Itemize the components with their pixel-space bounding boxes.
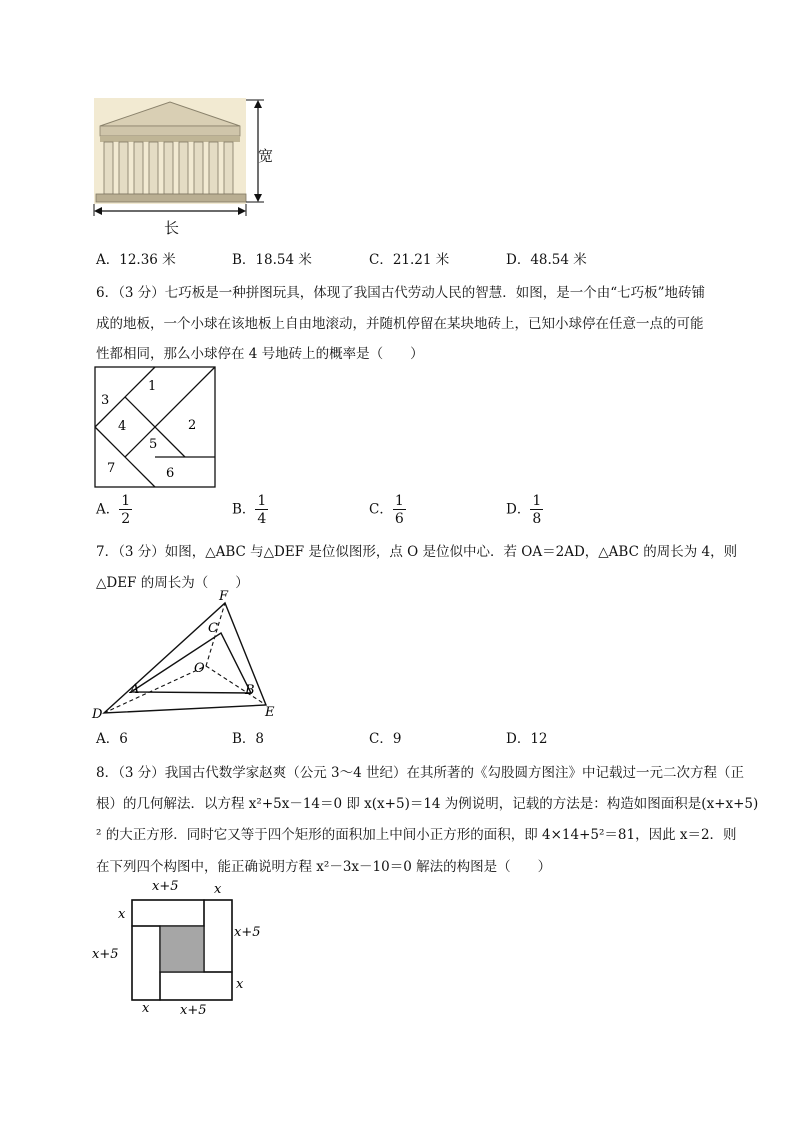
- q8-text-line4: 在下列四个构图中，能正确说明方程 x²－3x－10＝0 解法的构图是（ ）: [96, 859, 552, 875]
- label-left-x-plus-5: x+5: [92, 947, 119, 962]
- point-label-e: E: [265, 705, 275, 720]
- length-label: 长: [164, 219, 180, 237]
- q6-text-line1: 6．（3 分）七巧板是一种拼图玩具，体现了我国古代劳动人民的智慧．如图，是一个由“七巧板”地砖铺: [96, 285, 706, 301]
- q5-option-c[interactable]: C．21.21 米: [369, 252, 450, 268]
- tile-label-4: 4: [118, 419, 127, 434]
- point-label-a: A: [130, 682, 140, 697]
- point-label-b: B: [245, 683, 255, 698]
- q5-option-b[interactable]: B．18.54 米: [232, 252, 312, 268]
- zhao-shuang-figure: [90, 876, 280, 1020]
- q7-option-a[interactable]: A．6: [96, 731, 128, 747]
- point-label-f: F: [219, 590, 229, 604]
- tile-label-2: 2: [188, 418, 197, 433]
- width-label: 宽: [258, 147, 274, 165]
- q6-option-b[interactable]: B． $\frac{1}{4}$: [232, 493, 267, 527]
- q5-option-a[interactable]: A．12.36 米: [96, 252, 176, 268]
- q6-text-line2: 成的地板，一个小球在该地板上自由地滚动，并随机停留在某块地砖上，已知小球停在任意一点的可能: [96, 316, 704, 332]
- tile-label-6: 6: [166, 466, 175, 481]
- tangram-figure: [94, 366, 216, 488]
- q6-text-line3: 性都相同，那么小球停在 4 号地砖上的概率是（ ）: [96, 346, 424, 362]
- q7-option-b[interactable]: B．8: [232, 731, 265, 747]
- q6-option-a[interactable]: A． $\frac{1}{2}$: [96, 493, 131, 527]
- label-bottom-x-plus-5: x+5: [180, 1003, 207, 1018]
- q5-option-d[interactable]: D．48.54 米: [506, 252, 587, 268]
- label-right-x-plus-5: x+5: [234, 925, 261, 940]
- q7-option-c[interactable]: C．9: [369, 731, 402, 747]
- label-bottom-x: x: [142, 1001, 150, 1016]
- temple-figure: [88, 96, 278, 234]
- tile-label-5: 5: [149, 437, 158, 452]
- label-right-x: x: [236, 977, 244, 992]
- label-top-x: x: [214, 882, 222, 897]
- q6-option-c[interactable]: C． $\frac{1}{6}$: [369, 493, 404, 527]
- point-label-d: D: [92, 707, 103, 722]
- tile-label-3: 3: [101, 393, 110, 408]
- q8-text-line1: 8．（3 分）我国古代数学家赵爽（公元 3～4 世纪）在其所著的《勾股圆方图注》中记载过一元二次方程（正: [96, 765, 744, 781]
- tile-label-7: 7: [107, 461, 116, 476]
- point-label-c: C: [208, 621, 218, 636]
- label-left-x: x: [118, 907, 126, 922]
- q6-option-d[interactable]: D． $\frac{1}{8}$: [506, 493, 542, 527]
- q7-option-d[interactable]: D．12: [506, 731, 548, 747]
- q7-text-line1: 7．（3 分）如图，△ABC 与△DEF 是位似图形，点 O 是位似中心．若 OA＝2AD，△ABC 的周长为 4，则: [96, 544, 738, 560]
- q7-text-line2: △DEF 的周长为（ ）: [96, 575, 249, 591]
- tile-label-1: 1: [148, 379, 157, 394]
- q8-text-line3: ² 的大正方形．同时它又等于四个矩形的面积加上中间小正方形的面积，即 4×14+5²＝81，因此 x＝2．则: [96, 827, 737, 843]
- q8-text-line2: 根）的几何解法．以方程 x²+5x－14＝0 即 x(x+5)＝14 为例说明，记载的方法是：构造如图面积是(x+x+5): [96, 796, 759, 812]
- point-label-o: O: [194, 661, 205, 676]
- similar-triangles-figure: [88, 590, 288, 722]
- label-top-x-plus-5: x+5: [152, 879, 179, 894]
